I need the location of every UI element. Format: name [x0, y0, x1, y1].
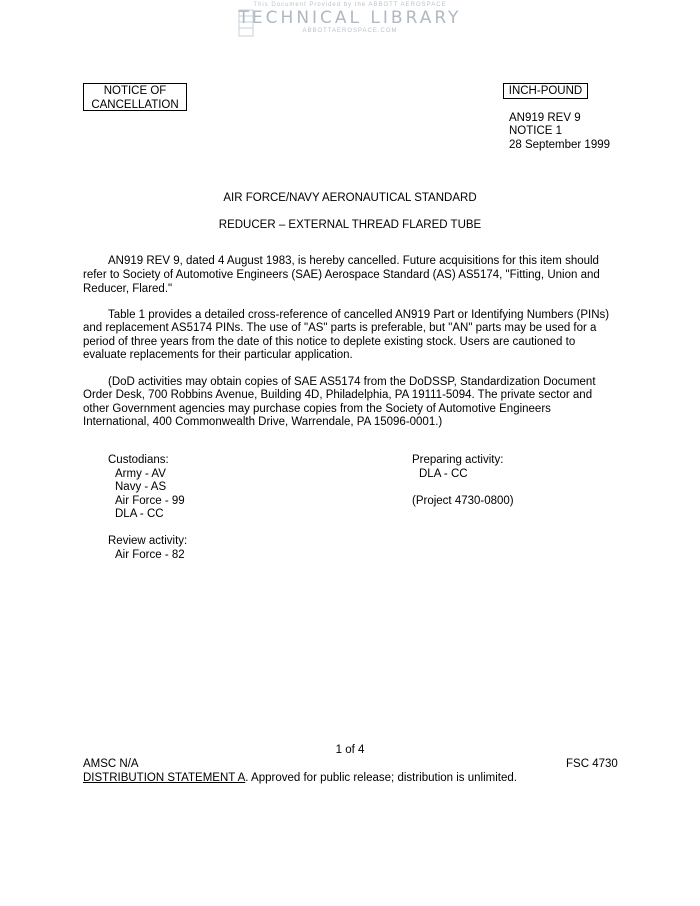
- paragraph-2-line-2: and replacement AS5174 PINs. The use of "AS" parts is preferable, but "AN" parts may be used for a: [83, 322, 597, 334]
- amsc-label: AMSC N/A: [83, 758, 139, 770]
- project-number: (Project 4730-0800): [412, 495, 514, 507]
- title-line-2: REDUCER – EXTERNAL THREAD FLARED TUBE: [218, 219, 482, 231]
- distribution-statement-label: DISTRIBUTION STATEMENT A: [83, 772, 246, 784]
- paragraph-3-line-2: Order Desk, 700 Robbins Avenue, Building 4D, Philadelphia, PA 19111-5094. The private sector and: [83, 389, 593, 401]
- title-line-1: AIR FORCE/NAVY AERONAUTICAL STANDARD: [223, 192, 477, 204]
- custodians-label: Custodians:: [108, 454, 169, 466]
- watermark-title: TECHNICAL LIBRARY: [238, 8, 462, 28]
- distribution-statement-text: . Approved for public release; distribution is unlimited.: [245, 772, 517, 784]
- custodian-item: Army - AV: [115, 468, 166, 480]
- notice-box-line-2: CANCELLATION: [91, 99, 179, 111]
- paragraph-1-line-3: Reducer, Flared.": [83, 283, 173, 295]
- fsc-label: FSC 4730: [566, 758, 618, 770]
- custodian-item: Air Force - 99: [115, 495, 185, 507]
- notice-number: NOTICE 1: [509, 125, 563, 137]
- paragraph-2-line-4: evaluate replacements for their particular application.: [83, 349, 353, 361]
- paragraph-1-line-2: refer to Society of Automotive Engineers (SAE) Aerospace Standard (AS) AS5174, "Fitting, Union and: [83, 269, 600, 281]
- watermark-provider-line: This Document Provided by the ABBOTT AEROSPACE: [253, 2, 447, 8]
- preparing-activity-value: DLA - CC: [419, 468, 468, 480]
- doc-id: AN919 REV 9: [509, 112, 581, 124]
- distribution-statement: [83, 771, 517, 785]
- preparing-activity-label: Preparing activity:: [412, 454, 504, 466]
- notice-box-line-1: NOTICE OF: [103, 85, 167, 97]
- paragraph-3-line-4: International, 400 Commonwealth Drive, Warrendale, PA 15096-0001.): [83, 416, 443, 428]
- review-activity-item: Air Force - 82: [115, 549, 185, 561]
- inch-pound-box: INCH-POUND: [503, 83, 588, 99]
- custodian-item: DLA - CC: [115, 508, 164, 520]
- watermark-url: ABBOTTAEROSPACE.COM: [302, 28, 398, 34]
- paragraph-3-line-1: (DoD activities may obtain copies of SAE AS5174 from the DoDSSP, Standardization Document: [108, 376, 596, 388]
- paragraph-2-line-3: period of three years from the date of this notice to deplete existing stock. Users are cautioned to: [83, 336, 576, 348]
- notice-of-cancellation-box: [83, 83, 187, 111]
- paragraph-2-line-1: Table 1 provides a detailed cross-reference of cancelled AN919 Part or Identifying Numbers (PINs): [108, 309, 610, 321]
- paragraph-1-line-1: AN919 REV 9, dated 4 August 1983, is hereby cancelled. Future acquisitions for this item should: [108, 255, 599, 267]
- watermark: [0, 0, 700, 48]
- notice-date: 28 September 1999: [509, 139, 611, 151]
- custodian-item: Navy - AS: [115, 481, 167, 493]
- paragraph-3-line-3: other Government agencies may purchase copies from the Society of Automotive Engineers: [83, 403, 551, 415]
- review-activity-label: Review activity:: [108, 535, 188, 547]
- page-number: 1 of 4: [335, 744, 365, 756]
